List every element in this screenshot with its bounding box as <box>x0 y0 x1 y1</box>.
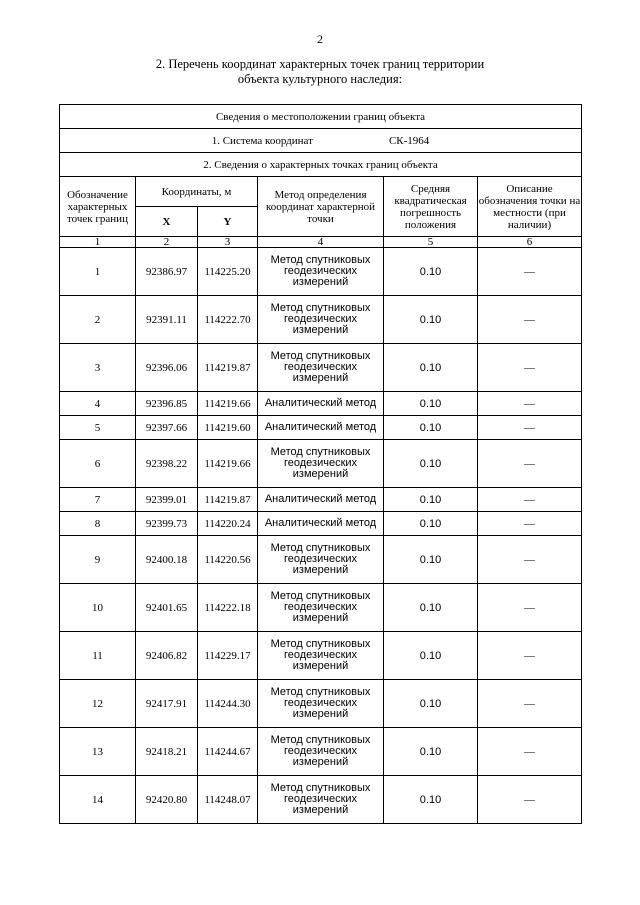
cell-description: — <box>478 512 582 536</box>
cell-coord-y: 114229.17 <box>198 632 258 680</box>
table-row <box>60 584 582 632</box>
cell-coord-y: 114248.07 <box>198 776 258 824</box>
cell-coord-x: 92420.80 <box>136 776 198 824</box>
table-row <box>60 632 582 680</box>
cell-coord-y: 114219.87 <box>198 488 258 512</box>
cell-accuracy: 0.10 <box>384 512 478 536</box>
cell-point-id: 12 <box>60 680 136 728</box>
cell-method: Метод спутниковых геодезических измерений <box>258 440 384 488</box>
table-row <box>60 416 582 440</box>
cell-point-id: 6 <box>60 440 136 488</box>
heading-line-1: 2. Перечень координат характерных точек границ территории <box>155 57 485 71</box>
cell-coord-y: 114220.24 <box>198 512 258 536</box>
cell-description: — <box>478 728 582 776</box>
cell-point-id: 4 <box>60 392 136 416</box>
cell-coord-x: 92417.91 <box>136 680 198 728</box>
table-row <box>60 512 582 536</box>
cell-coord-y: 114222.70 <box>198 296 258 344</box>
cell-coord-x: 92418.21 <box>136 728 198 776</box>
cell-method: Метод спутниковых геодезических измерений <box>258 536 384 584</box>
table-row <box>60 248 582 296</box>
cell-accuracy: 0.10 <box>384 680 478 728</box>
cell-point-id: 2 <box>60 296 136 344</box>
header-designation: Обозначение характерных точек границ <box>60 177 136 237</box>
cell-accuracy: 0.10 <box>384 728 478 776</box>
section-title-row <box>60 105 582 129</box>
column-number: 5 <box>384 237 478 248</box>
coordinates-table <box>59 104 582 824</box>
page-number: 2 <box>317 32 323 46</box>
cell-method: Метод спутниковых геодезических измерений <box>258 728 384 776</box>
cell-method: Аналитический метод <box>258 416 384 440</box>
cell-accuracy: 0.10 <box>384 248 478 296</box>
table-row <box>60 776 582 824</box>
header-x: X <box>136 207 198 237</box>
heading-line-2: объекта культурного наследия: <box>237 72 403 86</box>
cell-method: Метод спутниковых геодезических измерений <box>258 296 384 344</box>
cell-coord-x: 92400.18 <box>136 536 198 584</box>
table-row <box>60 728 582 776</box>
cell-coord-y: 114220.56 <box>198 536 258 584</box>
cell-coord-x: 92406.82 <box>136 632 198 680</box>
cell-description: — <box>478 392 582 416</box>
header-row-1 <box>60 177 582 207</box>
table-row <box>60 536 582 584</box>
coord-system-value: СК-1964 <box>388 134 430 147</box>
cell-description: — <box>478 680 582 728</box>
cell-point-id: 5 <box>60 416 136 440</box>
column-number: 4 <box>258 237 384 248</box>
table-row <box>60 680 582 728</box>
cell-method: Метод спутниковых геодезических измерений <box>258 248 384 296</box>
column-number: 1 <box>60 237 136 248</box>
column-number: 3 <box>198 237 258 248</box>
cell-coord-y: 114219.66 <box>198 440 258 488</box>
cell-description: — <box>478 536 582 584</box>
coord-system-label: 1. Система координат <box>211 134 313 147</box>
cell-accuracy: 0.10 <box>384 296 478 344</box>
header-coordinates: Координаты, м <box>136 177 258 207</box>
cell-description: — <box>478 776 582 824</box>
cell-description: — <box>478 248 582 296</box>
table-row <box>60 488 582 512</box>
cell-method: Метод спутниковых геодезических измерений <box>258 344 384 392</box>
column-number-row <box>60 237 582 248</box>
cell-point-id: 7 <box>60 488 136 512</box>
cell-accuracy: 0.10 <box>384 536 478 584</box>
header-method: Метод определения координат характерной точки <box>258 177 384 237</box>
cell-coord-y: 114219.60 <box>198 416 258 440</box>
cell-point-id: 13 <box>60 728 136 776</box>
cell-coord-x: 92391.11 <box>136 296 198 344</box>
cell-coord-x: 92396.85 <box>136 392 198 416</box>
cell-point-id: 14 <box>60 776 136 824</box>
section-title: Сведения о местоположении границ объекта <box>60 105 582 129</box>
cell-method: Аналитический метод <box>258 512 384 536</box>
cell-accuracy: 0.10 <box>384 416 478 440</box>
cell-method: Аналитический метод <box>258 488 384 512</box>
cell-description: — <box>478 488 582 512</box>
cell-coord-x: 92398.22 <box>136 440 198 488</box>
cell-method: Метод спутниковых геодезических измерений <box>258 632 384 680</box>
coord-system-cell <box>60 129 582 153</box>
cell-description: — <box>478 440 582 488</box>
cell-coord-y: 114219.66 <box>198 392 258 416</box>
cell-point-id: 11 <box>60 632 136 680</box>
cell-coord-x: 92399.01 <box>136 488 198 512</box>
points-section-title: 2. Сведения о характерных точках границ объекта <box>60 153 582 177</box>
cell-accuracy: 0.10 <box>384 632 478 680</box>
cell-point-id: 10 <box>60 584 136 632</box>
cell-description: — <box>478 416 582 440</box>
cell-coord-x: 92399.73 <box>136 512 198 536</box>
cell-accuracy: 0.10 <box>384 584 478 632</box>
cell-point-id: 9 <box>60 536 136 584</box>
table-row <box>60 296 582 344</box>
cell-method: Метод спутниковых геодезических измерений <box>258 776 384 824</box>
cell-coord-x: 92396.06 <box>136 344 198 392</box>
cell-point-id: 3 <box>60 344 136 392</box>
cell-accuracy: 0.10 <box>384 440 478 488</box>
cell-coord-y: 114225.20 <box>198 248 258 296</box>
header-y: Y <box>198 207 258 237</box>
cell-coord-y: 114222.18 <box>198 584 258 632</box>
cell-coord-x: 92397.66 <box>136 416 198 440</box>
table-row <box>60 392 582 416</box>
column-number: 6 <box>478 237 582 248</box>
table-row <box>60 440 582 488</box>
header-description: Описание обозначения точки на местности (при наличии) <box>478 177 582 237</box>
cell-point-id: 8 <box>60 512 136 536</box>
cell-description: — <box>478 584 582 632</box>
cell-description: — <box>478 296 582 344</box>
cell-description: — <box>478 632 582 680</box>
cell-accuracy: 0.10 <box>384 488 478 512</box>
cell-coord-y: 114244.30 <box>198 680 258 728</box>
cell-accuracy: 0.10 <box>384 392 478 416</box>
cell-method: Аналитический метод <box>258 392 384 416</box>
coord-system-row <box>60 129 582 153</box>
column-number: 2 <box>136 237 198 248</box>
table-row <box>60 344 582 392</box>
points-section-row <box>60 153 582 177</box>
cell-coord-y: 114219.87 <box>198 344 258 392</box>
cell-accuracy: 0.10 <box>384 776 478 824</box>
cell-method: Метод спутниковых геодезических измерений <box>258 680 384 728</box>
cell-accuracy: 0.10 <box>384 344 478 392</box>
cell-coord-y: 114244.67 <box>198 728 258 776</box>
cell-description: — <box>478 344 582 392</box>
cell-coord-x: 92386.97 <box>136 248 198 296</box>
header-accuracy: Средняя квадратическая погрешность положения <box>384 177 478 237</box>
cell-coord-x: 92401.65 <box>136 584 198 632</box>
cell-point-id: 1 <box>60 248 136 296</box>
cell-method: Метод спутниковых геодезических измерений <box>258 584 384 632</box>
document-heading <box>0 57 640 87</box>
